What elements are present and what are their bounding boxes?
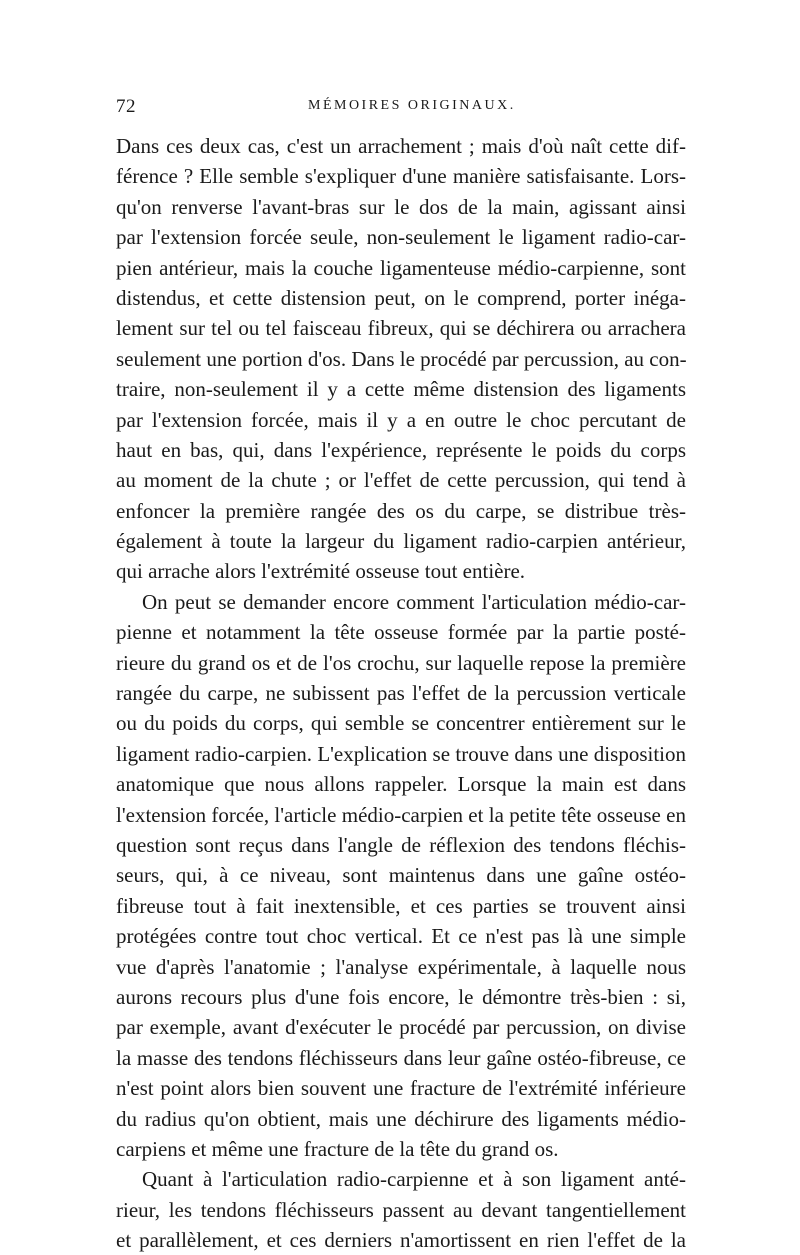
page-number: 72 xyxy=(116,96,136,117)
text-line: l'extension forcée, l'article médio-carpien et la petite tête osseuse en xyxy=(116,802,686,827)
running-head xyxy=(116,96,686,120)
running-title: MÉMOIRES ORIGINAUX. xyxy=(308,98,516,113)
text-line: ligament radio-carpien. L'explication se trouve dans une disposition xyxy=(116,741,686,766)
text-line: question sont reçus dans l'angle de réflexion des tendons fléchis- xyxy=(116,832,686,857)
text-line: qu'on renverse l'avant-bras sur le dos de la main, agissant ainsi xyxy=(116,194,686,219)
text-line: férence ? Elle semble s'expliquer d'une manière satisfaisante. Lors- xyxy=(116,164,686,189)
text-line: traire, non-seulement il y a cette même distension des ligaments xyxy=(116,377,686,402)
text-line: n'est point alors bien souvent une fracture de l'extrémité inférieure xyxy=(116,1076,686,1101)
text-line: lement sur tel ou tel faisceau fibreux, qui se déchirera ou arrachera xyxy=(116,316,686,341)
text-line: seurs, qui, à ce niveau, sont maintenus dans une gaîne ostéo- xyxy=(116,863,686,888)
text-line: rieure du grand os et de l'os crochu, sur laquelle repose la première xyxy=(116,650,686,675)
text-line: seulement une portion d'os. Dans le procédé par percussion, au con- xyxy=(116,346,687,371)
text-line: enfoncer la première rangée des os du carpe, se distribue très- xyxy=(116,498,686,523)
text-line: aurons recours plus d'une fois encore, le démontre très-bien : si, xyxy=(116,984,686,1009)
text-line: par l'extension forcée, mais il y a en outre le choc percutant de xyxy=(116,407,686,432)
text-line: et parallèlement, et ces derniers n'amortissent en rien l'effet de la xyxy=(116,1228,686,1253)
text-line: anatomique que nous allons rappeler. Lorsque la main est dans xyxy=(116,772,686,797)
text-line: haut en bas, qui, dans l'expérience, représente le poids du corps xyxy=(116,437,686,462)
text-line: du radius qu'on obtient, mais une déchirure des ligaments médio- xyxy=(116,1106,686,1131)
text-line: fibreuse tout à fait inextensible, et ces parties se trouvent ainsi xyxy=(116,893,686,918)
body-text xyxy=(116,131,686,1255)
text-line: pienne et notamment la tête osseuse formée par la partie posté- xyxy=(116,620,686,645)
text-line: au moment de la chute ; or l'effet de cette percussion, qui tend à xyxy=(116,468,686,493)
text-line: carpiens et même une fracture de la tête du grand os. xyxy=(116,1136,559,1161)
text-line: On peut se demander encore comment l'articulation médio-car- xyxy=(142,589,686,614)
text-line: Dans ces deux cas, c'est un arrachement ; mais d'où naît cette dif- xyxy=(116,134,686,158)
text-line: la masse des tendons fléchisseurs dans leur gaîne ostéo-fibreuse, ce xyxy=(116,1045,686,1070)
text-line: Quant à l'articulation radio-carpienne et à son ligament anté- xyxy=(142,1167,686,1192)
text-line: distendus, et cette distension peut, on le comprend, porter inéga- xyxy=(116,285,686,310)
text-line: rangée du carpe, ne subissent pas l'effet de la percussion verticale xyxy=(116,681,686,706)
text-line: rieur, les tendons fléchisseurs passent au devant tangentiellement xyxy=(116,1197,686,1222)
text-line: par l'extension forcée seule, non-seulement le ligament radio-car- xyxy=(116,225,686,250)
text-line: vue d'après l'anatomie ; l'analyse expérimentale, à laquelle nous xyxy=(116,954,686,979)
text-line: également à toute la largeur du ligament radio-carpien antérieur, xyxy=(116,529,686,554)
text-line: protégées contre tout choc vertical. Et ce n'est pas là une simple xyxy=(116,924,686,949)
text-line: ou du poids du corps, qui semble se concentrer entièrement sur le xyxy=(116,711,686,736)
text-line: pien antérieur, mais la couche ligamenteuse médio-carpienne, sont xyxy=(116,255,686,280)
text-line: par exemple, avant d'exécuter le procédé par percussion, on divise xyxy=(116,1015,686,1040)
text-line: qui arrache alors l'extrémité osseuse tout entière. xyxy=(116,559,526,584)
